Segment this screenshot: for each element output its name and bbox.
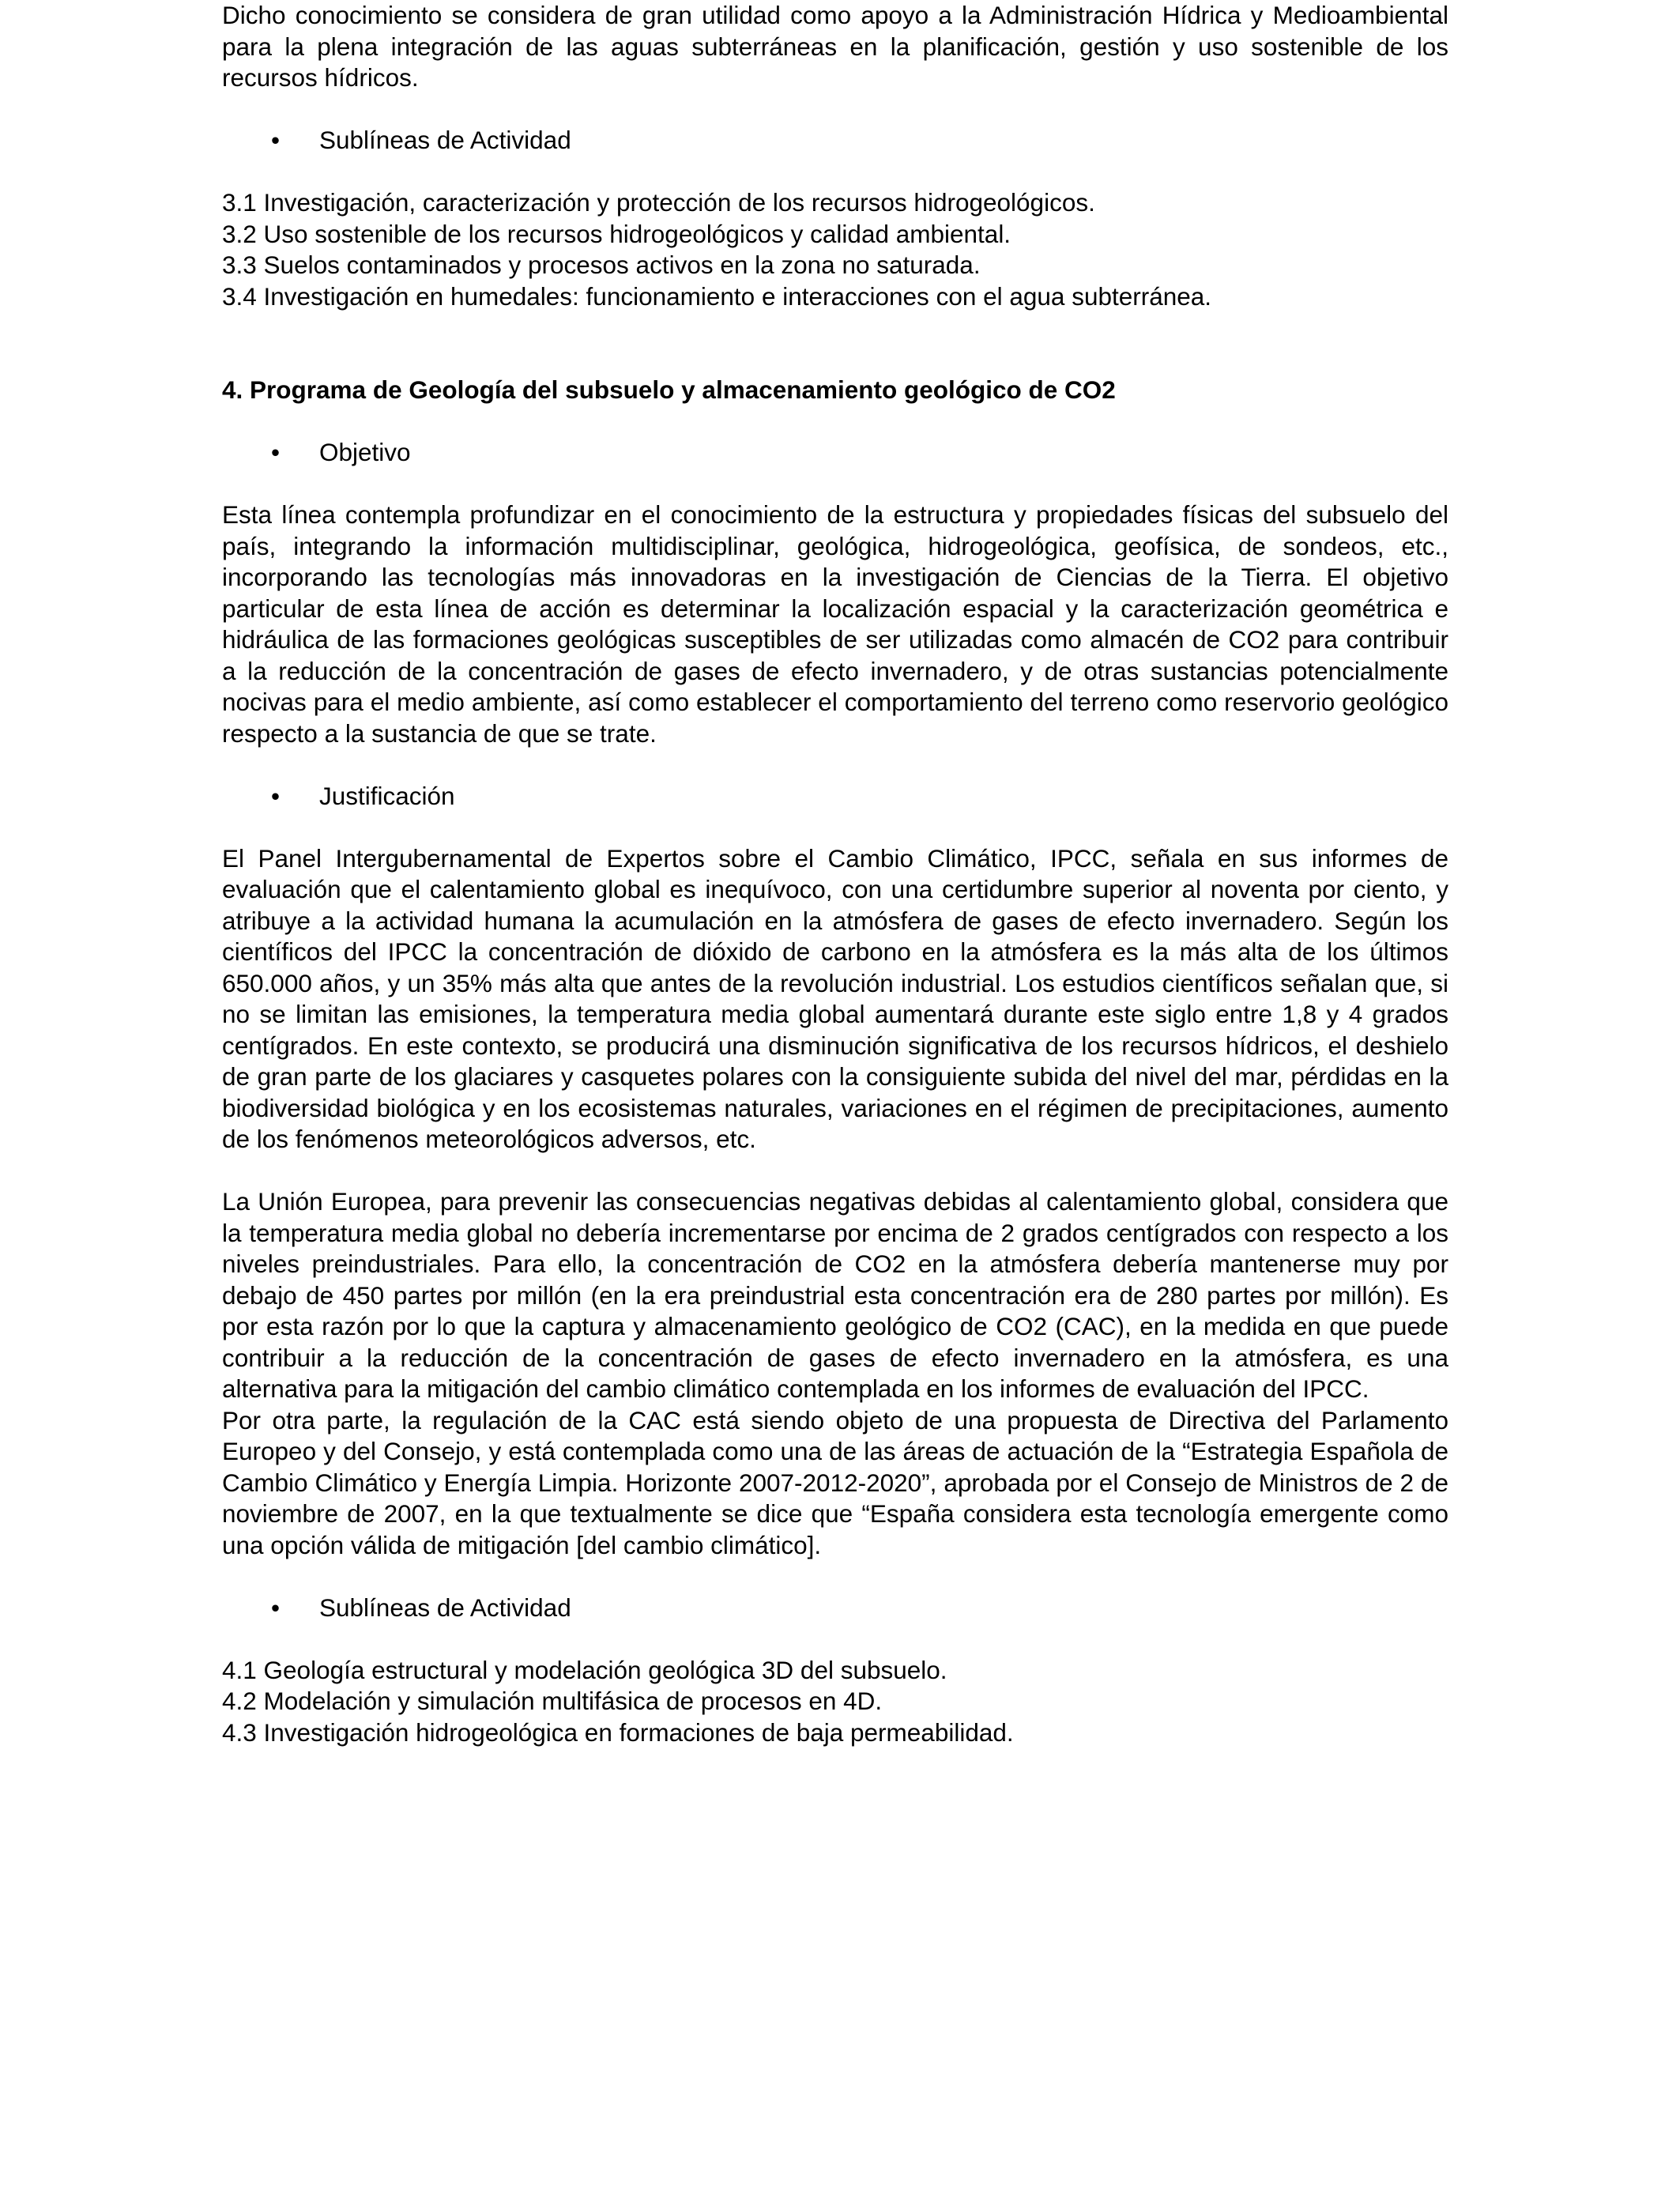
bullet-icon: • (271, 1593, 281, 1622)
list-item: 3.1 Investigación, caracterización y protección de los recursos hidrogeológicos. (222, 188, 1095, 217)
justification-label: Justificación (319, 781, 455, 810)
objective-label: Objetivo (319, 438, 411, 466)
intro-paragraph: Dicho conocimiento se considera de gran utilidad como apoyo a la Administración Hídrica y Medioambiental para la plena integración de las aguas subterráneas en la planificación, gestión y uso sostenible de los recursos hídricos. (222, 1, 1448, 92)
justification-paragraph-1: El Panel Intergubernamental de Expertos sobre el Cambio Climático, IPCC, señala en sus informes de evaluación que el calentamiento global es inequívoco, con una certidumbre superior al noventa por ciento, y atribuye a la actividad humana la acumulación en la atmósfera de gases de efecto invernadero. Según los científicos del IPCC la concentración de dióxido de carbono en la atmósfera es la más alta de los últimos 650.000 años, y un 35% más alta que antes de la revolución industrial. Los estudios científicos señalan que, si no se limitan las emisiones, la temperatura media global aumentará durante este siglo entre 1,8 y 4 grados centígrados. En este contexto, se producirá una disminución significativa de los recursos hídricos, el deshielo de gran parte de los glaciares y casquetes polares con la consiguiente subida del nivel del mar, pérdidas en la biodiversidad biológica y en los ecosistemas naturales, variaciones en el régimen de precipitaciones, aumento de los fenómenos meteorológicos adversos, etc. (222, 843, 1448, 1153)
list-item: 3.2 Uso sostenible de los recursos hidrogeológicos y calidad ambiental. (222, 219, 1011, 248)
list-item: 4.2 Modelación y simulación multifásica de procesos en 4D. (222, 1687, 883, 1715)
objective-paragraph: Esta línea contempla profundizar en el conocimiento de la estructura y propiedades físicas del subsuelo del país, integrando la información multidisciplinar, geológica, hidrogeológica, geofísica, de sondeos, etc., incorporando las tecnologías más innovadoras en la investigación de Ciencias de la Tierra. El objetivo particular de esta línea de acción es determinar la localización espacial y la caracterización geométrica e hidráulica de las formaciones geológicas susceptibles de ser utilizadas como almacén de CO2 para contribuir a la reducción de la concentración de gases de efecto invernadero, y de otras sustancias potencialmente nocivas para el medio ambiente, así como establecer el comportamiento del terreno como reservorio geológico respecto a la sustancia de que se trate. (222, 500, 1448, 748)
list-item: 3.3 Suelos contaminados y procesos activos en la zona no saturada. (222, 251, 981, 279)
list-item: 3.4 Investigación en humedales: funcionamiento e interacciones con el agua subterránea. (222, 281, 1212, 311)
sublines-label: Sublíneas de Actividad (319, 126, 571, 154)
sublines-list-3 (222, 187, 1448, 312)
list-item: 4.1 Geología estructural y modelación geológica 3D del subsuelo. (222, 1655, 947, 1684)
bullet-icon: • (271, 126, 281, 154)
bullet-objective (222, 437, 1448, 469)
justification-paragraph-3: Por otra parte, la regulación de la CAC está siendo objeto de una propuesta de Directiva del Parlamento Europeo y del Consejo, y está contemplada como una de las áreas de actuación de la “Estrategia Española de Cambio Climático y Energía Limpia. Horizonte 2007-2012-2020”, aprobada por el Consejo de Ministros de 2 de noviembre de 2007, en la que textualmente se dice que “España considera esta tecnología emergente como una opción válida de mitigación [del cambio climático]. (222, 1405, 1448, 1559)
sublines-list-4 (222, 1655, 1448, 1749)
document-page (222, 0, 1448, 1748)
justification-paragraph-2: La Unión Europea, para prevenir las consecuencias negativas debidas al calentamiento global, considera que la temperatura media global no debería incrementarse por encima de 2 grados centígrados con respecto a los niveles preindustriales. Para ello, la concentración de CO2 en la atmósfera debería mantenerse muy por debajo de 450 partes por millón (en la era preindustrial esta concentración era de 280 partes por millón). Es por esta razón por lo que la captura y almacenamiento geológico de CO2 (CAC), en la medida en que puede contribuir a la reducción de la concentración de gases de efecto invernadero en la atmósfera, es una alternativa para la mitigación del cambio climático contemplada en los informes de evaluación del IPCC. (222, 1187, 1448, 1403)
bullet-icon: • (271, 438, 281, 466)
section-heading: 4. Programa de Geología del subsuelo y almacenamiento geológico de CO2 (222, 375, 1116, 404)
bullet-sublines-3 (222, 125, 1448, 156)
bullet-sublines-4 (222, 1593, 1448, 1624)
bullet-icon: • (271, 781, 281, 810)
bullet-justification (222, 781, 1448, 812)
sublines-label: Sublíneas de Actividad (319, 1593, 571, 1622)
list-item: 4.3 Investigación hidrogeológica en formaciones de baja permeabilidad. (222, 1717, 1014, 1747)
